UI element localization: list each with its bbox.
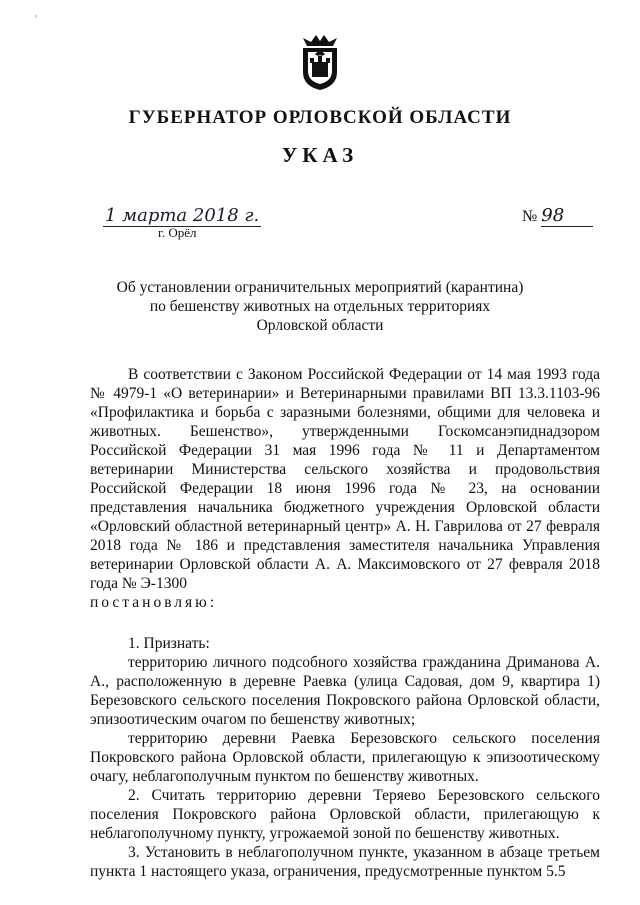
coat-of-arms-icon: [295, 32, 345, 92]
number-prefix: №: [522, 208, 538, 225]
body-paragraph: 2. Считать территорию деревни Теряево Березовского сельского поселения Покровского района Орловской области, прилегающую к неблагополучному пункту, угрожаемой зоной по бешенству животных.: [90, 787, 600, 842]
body-paragraph: 3. Установить в неблагополучном пункте, указанном в абзаце третьем пункта 1 настоящего указа, ограничения, предусмотренные пунктом 5.5: [90, 844, 600, 880]
preamble-paragraph: В соответствии с Законом Российской Федерации от 14 мая 1993 года № 4979-1 «О ветеринарии» и Ветеринарными правилами ВП 13.3.1103-96 «Профилактика и борьба с заразными болезнями, общими для человека и животных. Бешенство», утвержденными Госкомсанэпиднадзором Российской Федерации 31 мая 1996 года № 11 и Департаментом ветеринарии Министерства сельского хозяйства и продовольствия Российской Федерации 18 июня 1996 года № 23, на основании представления начальника бюджетного учреждения Орловской области «Орловский областной ветеринарный центр» А. Н. Гаврилова от 27 февраля 2018 года № 186 и представления заместителя начальника Управления ветеринарии Орловской области А. А. Максимовского от 27 февраля 2018 года № Э-1300: [90, 366, 600, 592]
body-paragraph: 1. Признать:: [128, 635, 210, 652]
handwritten-date: 1 марта 2018 г.: [105, 205, 260, 226]
subject-line: Орловской области: [256, 317, 384, 334]
document-type-title: УКАЗ: [281, 143, 359, 167]
subject-line: по бешенству животных на отдельных территориях: [149, 298, 491, 315]
resolve-word: постановляю:: [90, 594, 218, 611]
authority-title: ГУБЕРНАТОР ОРЛОВСКОЙ ОБЛАСТИ: [128, 107, 512, 128]
place-of-issue: г. Орёл: [158, 225, 197, 240]
decree-body: [90, 365, 600, 881]
body-paragraph: территорию деревни Раевка Березовского сельского поселения Покровского района Орловской области, прилегающую к эпизоотическому очагу, неблагополучным пунктом по бешенству животных.: [90, 730, 600, 785]
body-paragraph: территорию личного подсобного хозяйства гражданина Дриманова А. А., расположенную в деревне Раевка (улица Садовая, дом 9, квартира 1) Березовского сельского поселения Покровского района Орловской области, эпизоотическим очагом по бешенству животных;: [90, 654, 600, 728]
subject-line: Об установлении ограничительных мероприятий (карантина): [116, 279, 524, 296]
handwritten-number: 98: [541, 205, 593, 227]
decree-subject: [100, 278, 540, 335]
corner-mark: ᵋ: [35, 12, 38, 22]
decree-number: [522, 205, 593, 227]
